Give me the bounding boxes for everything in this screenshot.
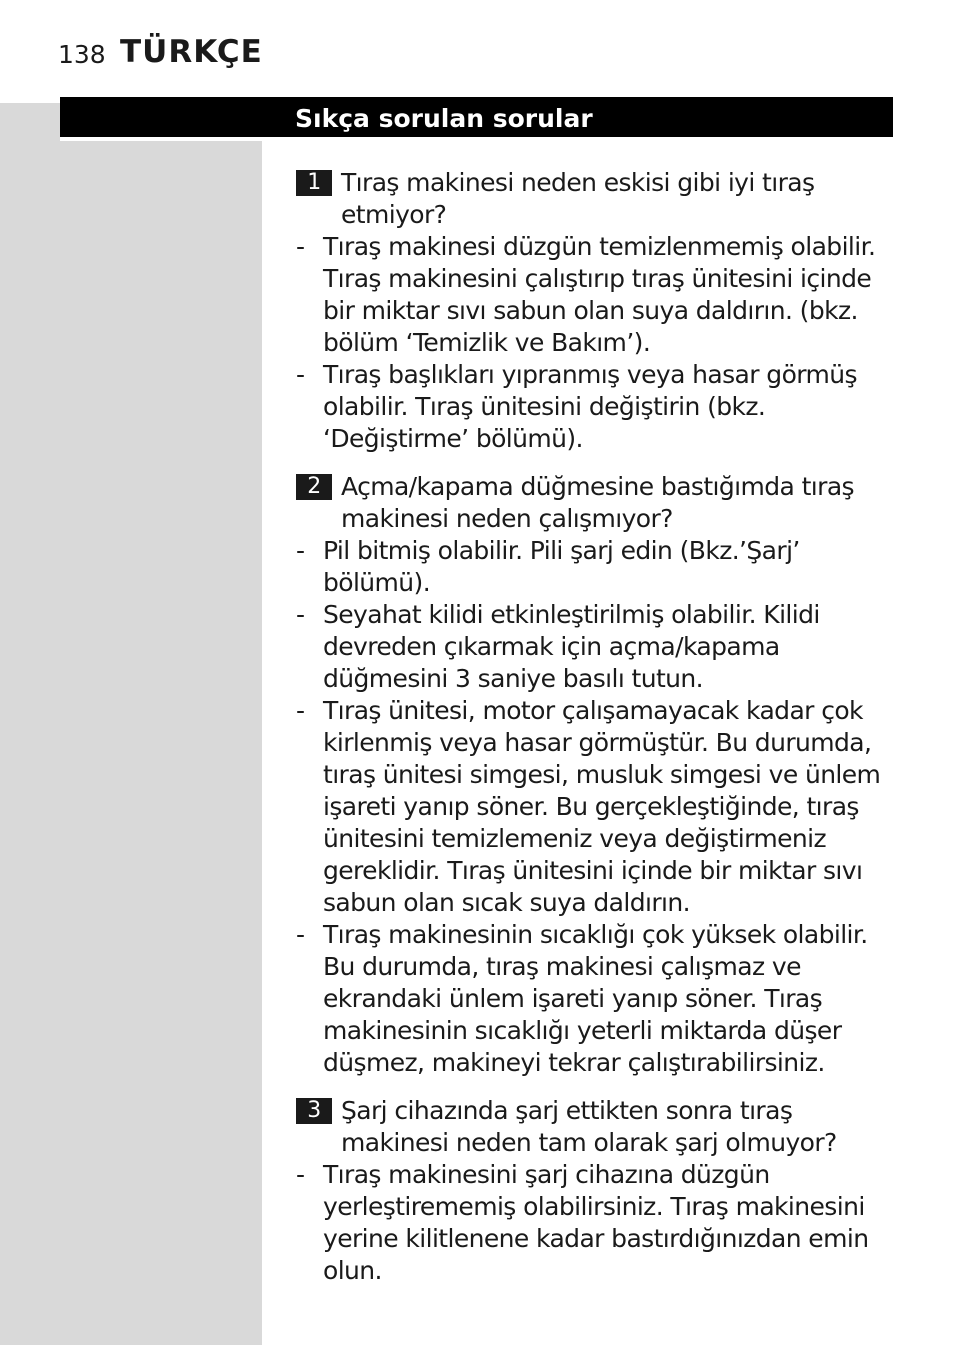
answer-text: Seyahat kilidi etkinleştirilmiş olabilir. Kilidi devreden çıkarmak için açma/kapama düğmesini 3 saniye basılı tutun. <box>323 600 820 693</box>
faq-question <box>296 1095 906 1159</box>
dash-bullet: - <box>296 696 305 725</box>
dash-bullet: - <box>296 1160 305 1189</box>
question-text: Açma/kapama düğmesine bastığımda tıraş makinesi neden çalışmıyor? <box>341 472 854 533</box>
answer-list <box>296 1159 906 1287</box>
question-number-badge: 1 <box>296 170 332 196</box>
answer-text: Tıraş makinesini şarj cihazına düzgün yerleştirememiş olabilirsiniz. Tıraş makinesini yerine kilitlenene kadar bastırdığınızdan emin olun. <box>323 1160 869 1285</box>
faq-content <box>296 167 906 1303</box>
section-header-bar <box>60 97 893 137</box>
dash-bullet: - <box>296 360 305 389</box>
answer-item <box>296 231 906 359</box>
dash-bullet: - <box>296 600 305 629</box>
answer-item <box>296 1159 906 1287</box>
answer-item <box>296 535 906 599</box>
answer-list <box>296 231 906 455</box>
margin-divider <box>60 137 262 141</box>
dash-bullet: - <box>296 536 305 565</box>
dash-bullet: - <box>296 920 305 949</box>
answer-text: Tıraş ünitesi, motor çalışamayacak kadar çok kirlenmiş veya hasar görmüştür. Bu durumda, tıraş ünitesi simgesi, musluk simgesi ve ünlem işareti yanıp söner. Bu gerçekleştiğinde, tıraş ünitesini temizlemeniz veya değiştirmeniz gereklidir. Tıraş ünitesini içinde bir miktar sıvı sabun olan sıcak suya daldırın. <box>323 696 881 917</box>
language-title: TÜRKÇE <box>120 34 263 70</box>
answer-text: Tıraş makinesinin sıcaklığı çok yüksek olabilir. Bu durumda, tıraş makinesi çalışmaz ve ekrandaki ünlem işareti yanıp söner. Tıraş makinesinin sıcaklığı yeterli miktarda düşer düşmez, makineyi tekrar çalıştırabilirsiniz. <box>323 920 868 1077</box>
question-text: Tıraş makinesi neden eskisi gibi iyi tıraş etmiyor? <box>341 168 815 229</box>
faq-question <box>296 167 906 231</box>
question-number-badge: 2 <box>296 474 332 500</box>
faq-question <box>296 471 906 535</box>
faq-item <box>296 167 906 455</box>
answer-text: Tıraş makinesi düzgün temizlenmemiş olabilir. Tıraş makinesini çalıştırıp tıraş ünitesini içinde bir miktar sıvı sabun olan suya daldırın. (bkz. bölüm ‘Temizlik ve Bakım’). <box>323 232 876 357</box>
dash-bullet: - <box>296 232 305 261</box>
answer-text: Tıraş başlıkları yıpranmış veya hasar görmüş olabilir. Tıraş ünitesini değiştirin (bkz. ‘Değiştirme’ bölümü). <box>323 360 857 453</box>
faq-item <box>296 471 906 1079</box>
answer-text: Pil bitmiş olabilir. Pili şarj edin (Bkz.’Şarj’ bölümü). <box>323 536 800 597</box>
answer-item <box>296 359 906 455</box>
answer-list <box>296 535 906 1079</box>
faq-item <box>296 1095 906 1287</box>
section-title: Sıkça sorulan sorular <box>295 104 593 133</box>
gray-side-margin <box>0 103 262 1345</box>
answer-item <box>296 599 906 695</box>
page-number: 138 <box>58 40 106 69</box>
answer-item <box>296 919 906 1079</box>
answer-item <box>296 695 906 919</box>
question-text: Şarj cihazında şarj ettikten sonra tıraş makinesi neden tam olarak şarj olmuyor? <box>341 1096 837 1157</box>
question-number-badge: 3 <box>296 1098 332 1124</box>
